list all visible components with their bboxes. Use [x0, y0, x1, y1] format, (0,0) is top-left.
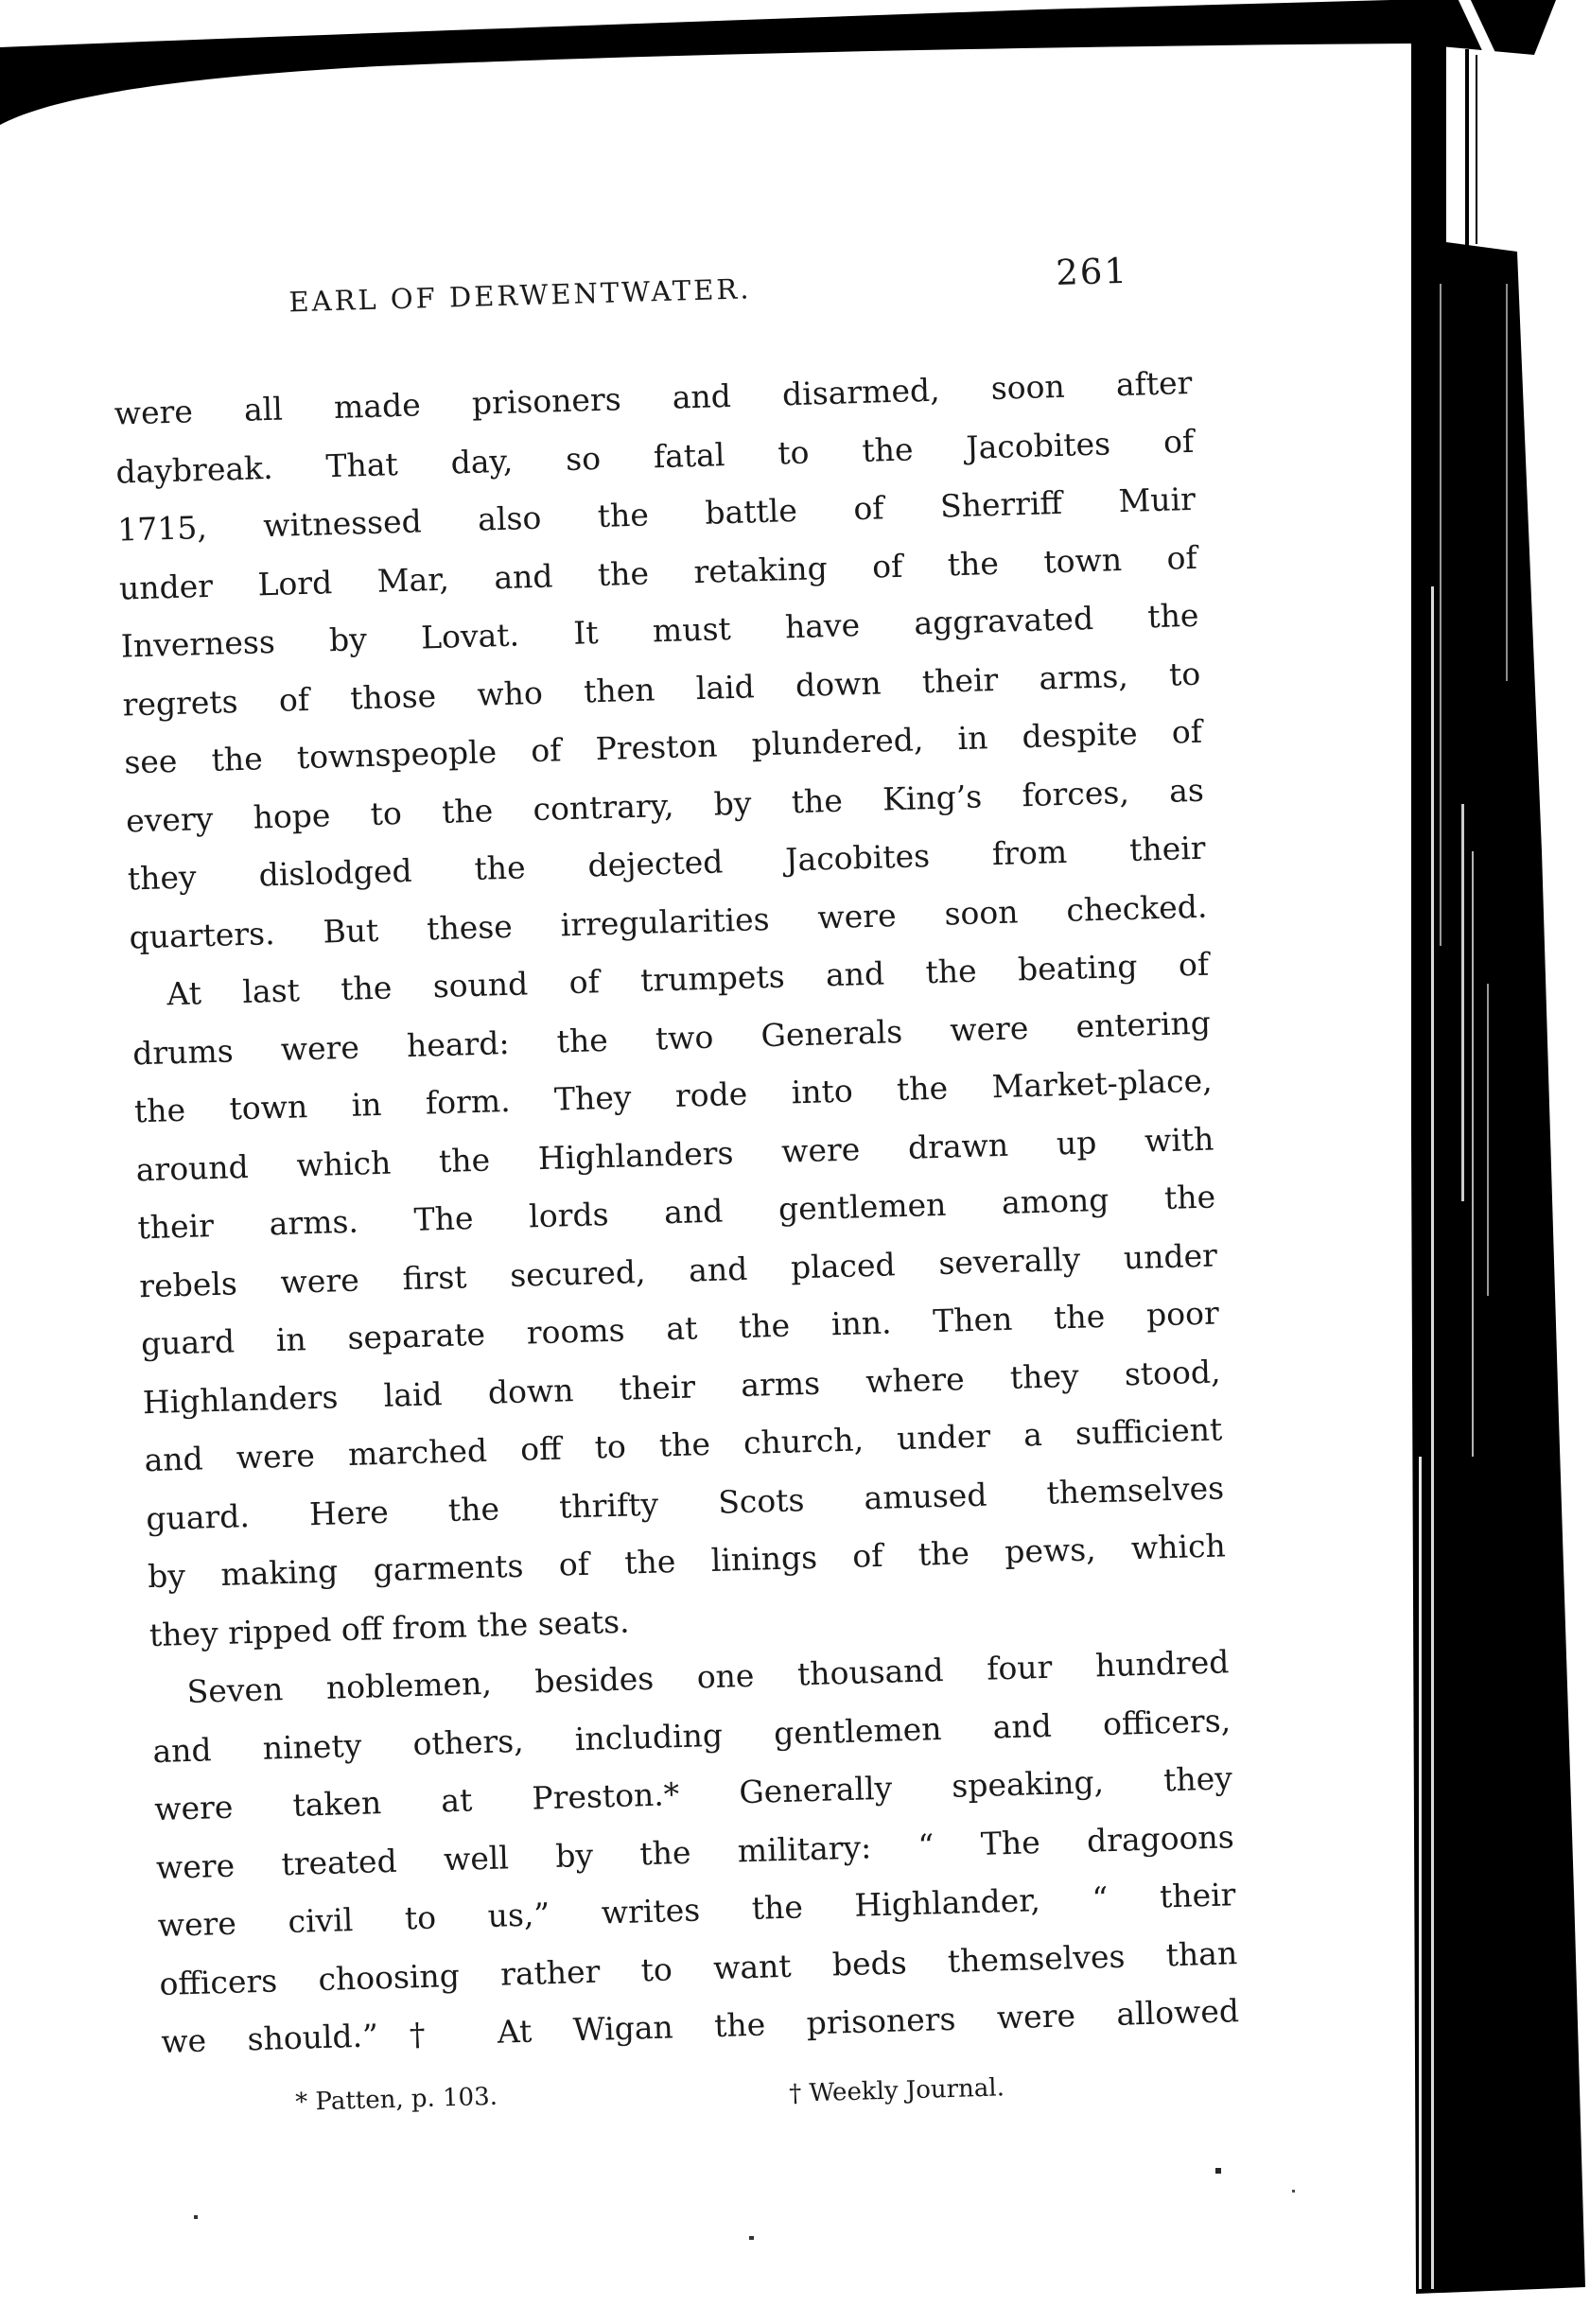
footnote-left: * Patten, p. 103.: [294, 2082, 498, 2117]
text-line: were treated well by the military: “ The dragoons: [155, 1817, 1235, 1886]
text-column: [114, 354, 1240, 2071]
scan-white-streak: [1472, 851, 1474, 1457]
text-line: officers choosing rather to want beds themselves than: [159, 1933, 1238, 2002]
text-line: drums were heard: the two Generals were entering: [131, 1004, 1212, 1072]
text-line: At last the sound of trumpets and the beating of: [166, 945, 1210, 1013]
text-line: were all made prisoners and disarmed, soon after: [114, 363, 1193, 432]
scan-white-streak: [1440, 284, 1441, 946]
scan-strip-right-icon: [1411, 42, 1585, 2294]
scan-white-streak: [1431, 586, 1434, 2289]
text-line: Seven noblemen, besides one thousand four hundred: [186, 1643, 1230, 1711]
scan-speck: [194, 2215, 198, 2219]
text-line: and were marched off to the church, under a sufficient: [144, 1410, 1223, 1479]
text-line: the town in form. They rode into the Market-place,: [133, 1061, 1214, 1130]
text-line: by making garments of the linings of the pews, which: [147, 1527, 1227, 1596]
running-header: [111, 250, 1190, 339]
footnotes: [163, 2061, 1242, 2134]
scan-band-slash: [1457, 0, 1498, 59]
text-line: quarters. But these irregularities were soon checked.: [129, 887, 1208, 955]
text-line: daybreak. That day, so fatal to the Jacobites of: [114, 422, 1195, 491]
text-line: and ninety others, including gentlemen and officers,: [151, 1701, 1232, 1770]
scan-band-top-icon: [0, 0, 1556, 125]
text-line: regrets of those who then laid down their arms, to: [122, 655, 1201, 724]
footnote-right: † Weekly Journal.: [788, 2072, 1005, 2108]
text-line: around which the Highlanders were drawn up with: [135, 1120, 1214, 1188]
paragraph: [114, 354, 1208, 967]
text-line: guard in separate rooms at the inn. Then the poor: [140, 1294, 1220, 1363]
text-line: we should.”† At Wigan the prisoners were allowed: [160, 1992, 1240, 2060]
scan-white-streak: [1506, 284, 1508, 681]
text-line: see the townspeople of Preston plundered, in despite of: [123, 712, 1203, 781]
text-line: Highlanders laid down their arms where they stood,: [142, 1352, 1221, 1421]
paragraph: [131, 935, 1229, 1665]
scan-speck: [1215, 2168, 1221, 2174]
scan-thin-line: [1476, 55, 1477, 244]
text-line: Inverness by Lovat. It must have aggravated the: [120, 596, 1199, 665]
text-line: were civil to us,” writes the Highlander, “ their: [157, 1876, 1236, 1945]
text-line: they ripped off from the seats.: [149, 1602, 631, 1653]
text-line: under Lord Mar, and the retaking of the town of: [118, 538, 1198, 607]
paragraph: [150, 1633, 1240, 2071]
text-line: 1715, witnessed also the battle of Sherriff Muir: [116, 480, 1197, 549]
text-line: were taken at Preston.* Generally speaking, they: [153, 1759, 1233, 1828]
scan-thin-line: [1465, 49, 1469, 286]
scan-white-streak: [1419, 1457, 1422, 2289]
text-line: every hope to the contrary, by the King’s forces, as: [125, 771, 1205, 840]
text-line: they dislodged the dejected Jacobites from their: [127, 829, 1207, 898]
scan-speck: [749, 2236, 754, 2240]
scan-speck: [1292, 2190, 1295, 2193]
page-content: [111, 250, 1242, 2134]
page-number: 261: [1055, 250, 1129, 293]
page-title: EARL OF DERWENTWATER.: [288, 272, 752, 319]
scan-white-streak: [1487, 984, 1489, 1296]
scan-white-streak: [1461, 804, 1464, 1201]
text-line: their arms. The lords and gentlemen among the: [137, 1178, 1216, 1247]
text-line: guard. Here the thrifty Scots amused themselves: [145, 1468, 1225, 1537]
text-line: rebels were first secured, and placed severally under: [138, 1235, 1218, 1304]
